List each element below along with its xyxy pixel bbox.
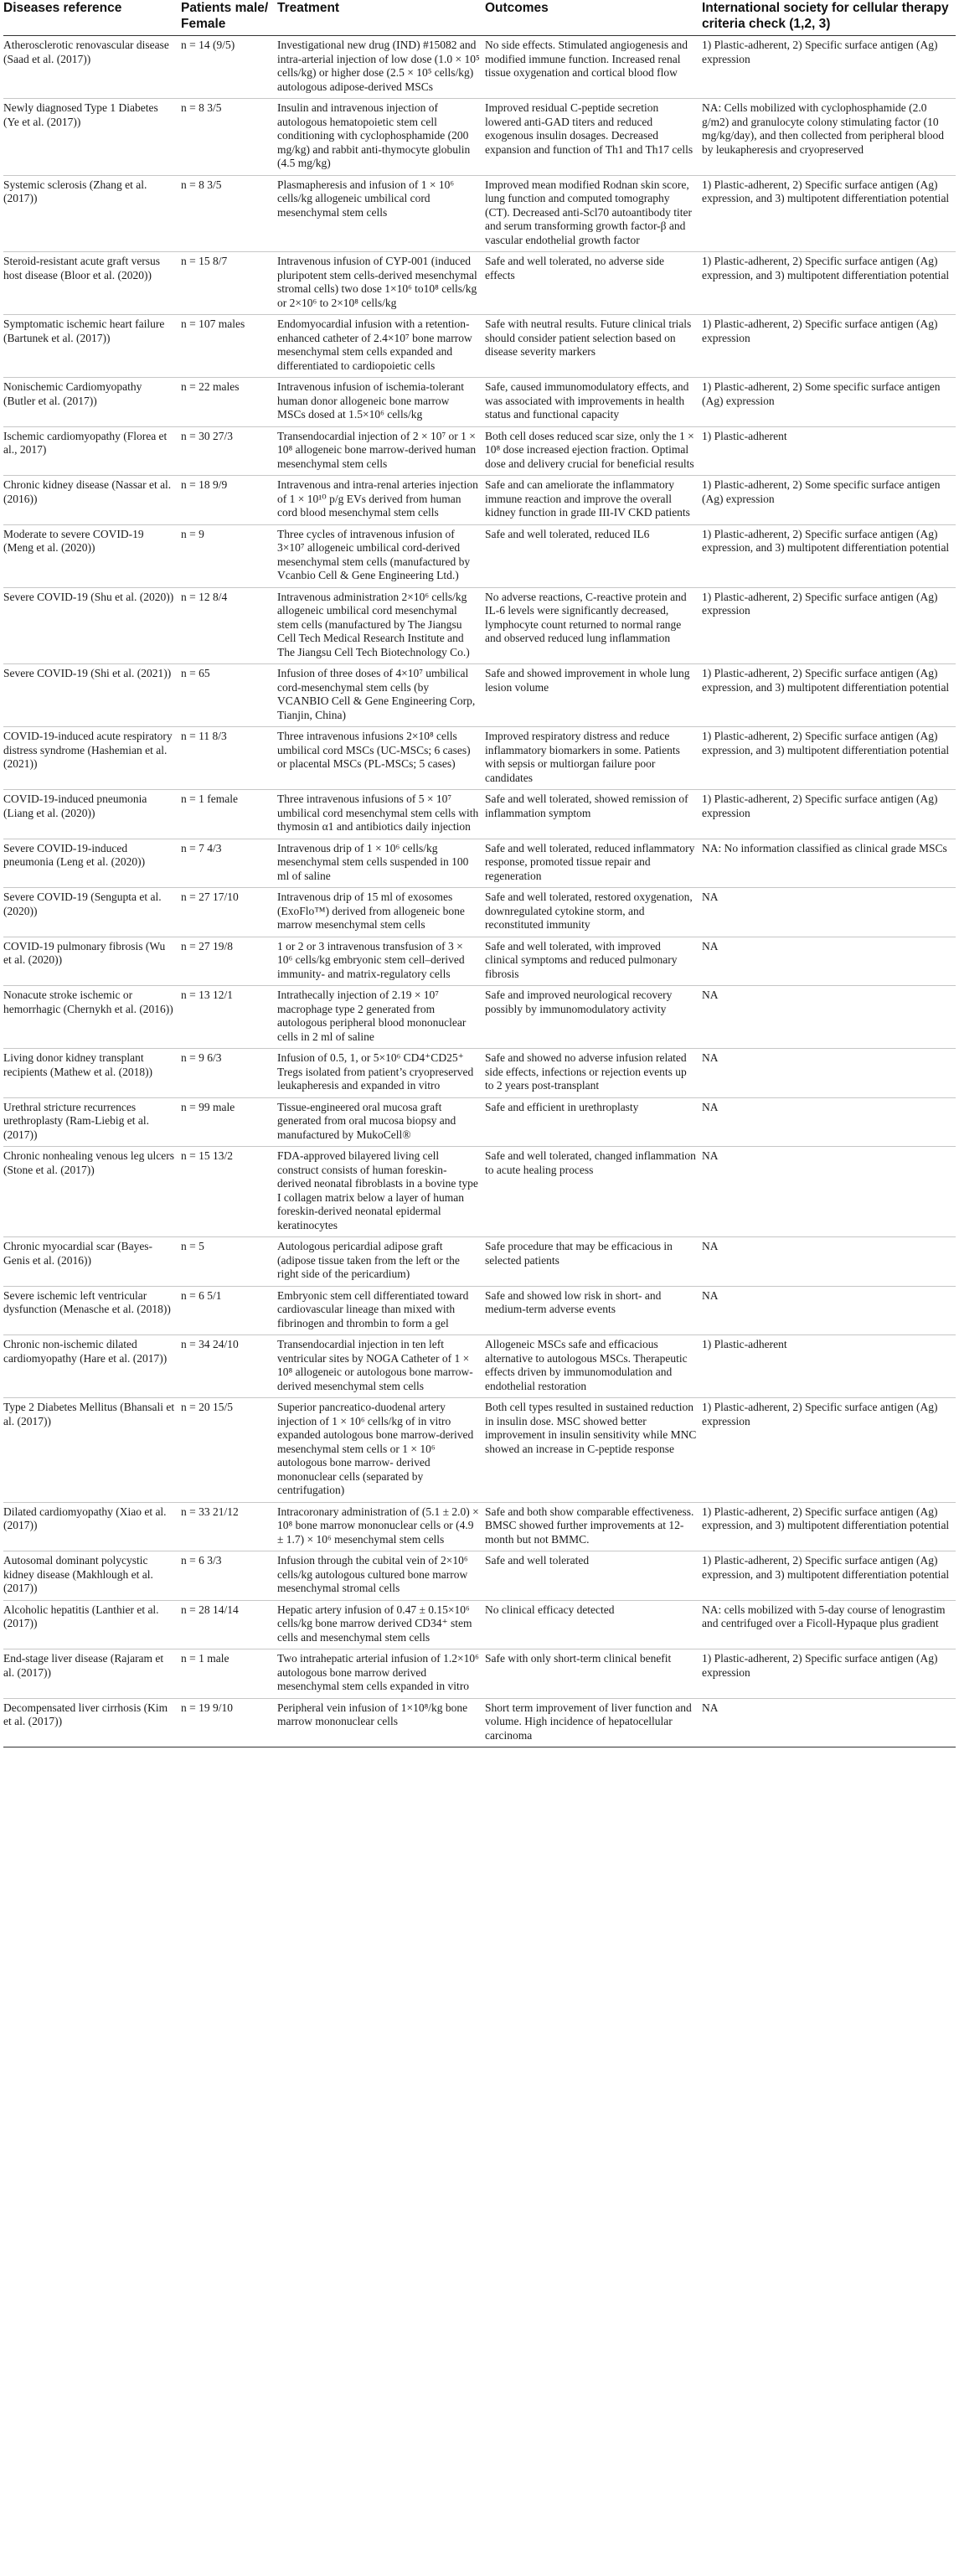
cell-isct: NA bbox=[702, 1240, 719, 1252]
cell-isct: NA bbox=[702, 1288, 719, 1302]
cell-disease: End-stage liver disease (Rajaram et al. (2017)) bbox=[3, 1652, 164, 1679]
cell-treatment: Plasmapheresis and infusion of 1 × 10⁶ cells/kg allogeneic umbilical cord mesenchymal stem cells bbox=[277, 178, 455, 219]
cell-treatment: Infusion through the cubital vein of 2×10⁶ cells/kg autologous cultured bone marrow mesenchymal stromal cells bbox=[277, 1554, 468, 1594]
cell-patients: n = 8 3/5 bbox=[181, 178, 222, 191]
cell-treatment: Intravenous administration 2×10⁶ cells/kg allogeneic umbilical cord mesenchymal stem cells (manufactured by The Jiangsu Cell Tech Medical Research Institute and The Jiangsu Cell Tech Biotechnology Co.) bbox=[277, 590, 470, 658]
cell-outcomes: Improved mean modified Rodnan skin score, lung function and computed tomography (CT). Decreased anti-Scl70 autoantibody titer and serum transforming growth factor-β and vascular endothelial growth factor bbox=[485, 178, 693, 246]
cell-outcomes: No adverse reactions, C-reactive protein and IL-6 levels were significantly decreased, lymphocyte count returned to normal range and observed reduced lung inflammation bbox=[485, 590, 687, 644]
cell-outcomes: Both cell types resulted in sustained reduction in insulin dose. MSC showed better improvement in insulin sensitivity while MNC showed an increase in C-peptide response bbox=[485, 1401, 697, 1455]
cell-patients: n = 1 female bbox=[181, 792, 238, 805]
cell-isct: 1) Plastic-adherent, 2) Some specific surface antigen (Ag) expression bbox=[702, 478, 941, 505]
cell-treatment: Peripheral vein infusion of 1×10⁸/kg bone marrow mononuclear cells bbox=[277, 1701, 468, 1727]
cell-disease: Decompensated liver cirrhosis (Kim et al. (2017)) bbox=[3, 1701, 168, 1727]
header-outcomes: Outcomes bbox=[485, 1, 549, 15]
cell-disease: Severe COVID-19-induced pneumonia (Leng et al. (2020)) bbox=[3, 841, 146, 868]
cell-treatment: Superior pancreatico-duodenal artery injection of 1 × 10⁶ cells/kg of in vitro expanded autologous bone marrow-derived mesenchymal stem cells or 1 × 10⁶ autologous bone marrow- derived mononuclear cells (separated by centrifugation) bbox=[277, 1401, 474, 1496]
cell-patients: n = 13 12/1 bbox=[181, 989, 233, 1001]
cell-treatment: Autologous pericardial adipose graft (adipose tissue taken from the left or the right side of the pericardium) bbox=[277, 1240, 460, 1280]
header-disease-reference: Diseases reference bbox=[3, 1, 122, 15]
cell-patients: n = 19 9/10 bbox=[181, 1701, 233, 1714]
cell-treatment: Tissue-engineered oral mucosa graft generated from oral mucosa biopsy and manufactured by MukoCell® bbox=[277, 1100, 456, 1141]
cell-isct: 1) Plastic-adherent, 2) Specific surface antigen (Ag) expression bbox=[702, 590, 938, 617]
cell-disease: Chronic nonhealing venous leg ulcers (Stone et al. (2017)) bbox=[3, 1149, 174, 1176]
table-row bbox=[3, 1398, 956, 1503]
cell-disease: Nonischemic Cardiomyopathy (Butler et al. (2017)) bbox=[3, 380, 142, 407]
cell-treatment: Intravenous drip of 1 × 10⁶ cells/kg mesenchymal stem cells suspended in 100 ml of saline bbox=[277, 841, 469, 882]
cell-treatment: Insulin and intravenous injection of autologous hematopoietic stem cell conditioning with cyclophosphamide (200 mg/kg) and rabbit anti-thymocyte globulin (4.5 mg/kg) bbox=[277, 101, 471, 169]
cell-outcomes: Safe and showed low risk in short- and medium-term adverse events bbox=[485, 1288, 662, 1315]
table-row bbox=[3, 1335, 956, 1398]
cell-isct: 1) Plastic-adherent, 2) Specific surface antigen (Ag) expression bbox=[702, 1401, 938, 1427]
table-row bbox=[3, 378, 956, 427]
cell-patients: n = 20 15/5 bbox=[181, 1401, 233, 1413]
table-row bbox=[3, 1097, 956, 1147]
cell-isct: 1) Plastic-adherent, 2) Specific surface antigen (Ag) expression bbox=[702, 39, 938, 65]
table-row bbox=[3, 524, 956, 587]
table-row bbox=[3, 1551, 956, 1601]
table-row bbox=[3, 937, 956, 986]
cell-patients: n = 6 3/3 bbox=[181, 1554, 222, 1567]
table-row bbox=[3, 252, 956, 315]
cell-patients: n = 28 14/14 bbox=[181, 1603, 239, 1616]
cell-treatment: Intravenous and intra-renal arteries injection of 1 × 10¹⁰ p/g EVs derived from human cord blood mesenchymal stem cells bbox=[277, 478, 478, 519]
cell-disease: Nonacute stroke ischemic or hemorrhagic (Chernykh et al. (2016)) bbox=[3, 989, 173, 1015]
cell-patients: n = 14 (9/5) bbox=[181, 39, 235, 51]
cell-treatment: Investigational new drug (IND) #15082 and intra-arterial injection of low dose (1.0 × 10⁵ cells/kg) or higher dose (2.5 × 10⁵ cells/kg) autologous adipose-derived MSCs bbox=[277, 39, 480, 93]
cell-outcomes: Improved respiratory distress and reduce inflammatory biomarkers in some. Patients with sepsis or multiorgan failure poor candidates bbox=[485, 730, 680, 784]
cell-outcomes: Safe and both show comparable effectiveness. BMSC showed further improvements at 12-month but not BMMC. bbox=[485, 1505, 694, 1546]
table-row bbox=[3, 36, 956, 99]
table-row bbox=[3, 587, 956, 664]
table-row bbox=[3, 1698, 956, 1747]
cell-outcomes: Safe and well tolerated, with improved clinical symptoms and reduced pulmonary fibrosis bbox=[485, 939, 678, 980]
cell-disease: Urethral stricture recurrences urethroplasty (Ram-Liebig et al. (2017)) bbox=[3, 1100, 149, 1141]
table-body bbox=[3, 36, 956, 1747]
table-row bbox=[3, 1286, 956, 1335]
cell-treatment: Infusion of three doses of 4×10⁷ umbilical cord-mesenchymal stem cells (by VCANBIO Cell & Gene Engineering Corp, Tianjin, China) bbox=[277, 667, 476, 721]
cell-disease: Steroid-resistant acute graft versus host disease (Bloor et al. (2020)) bbox=[3, 255, 161, 281]
table-row bbox=[3, 175, 956, 252]
cell-patients: n = 65 bbox=[181, 667, 210, 679]
cell-isct: 1) Plastic-adherent, 2) Some specific surface antigen (Ag) expression bbox=[702, 380, 941, 407]
cell-isct: 1) Plastic-adherent, 2) Specific surface antigen (Ag) expression bbox=[702, 317, 938, 344]
cell-patients: n = 15 8/7 bbox=[181, 255, 228, 267]
header-isct-criteria: International society for cellular therapy criteria check (1,2, 3) bbox=[702, 1, 949, 31]
cell-isct: 1) Plastic-adherent, 2) Specific surface antigen (Ag) expression bbox=[702, 792, 938, 819]
cell-disease: Alcoholic hepatitis (Lanthier et al. (2017)) bbox=[3, 1603, 159, 1629]
cell-patients: n = 18 9/9 bbox=[181, 478, 228, 491]
cell-isct: 1) Plastic-adherent, 2) Specific surface antigen (Ag) expression, and 3) multipotent differentiation potential bbox=[702, 730, 950, 756]
cell-outcomes: Safe and improved neurological recovery possibly by immunomodulatory activity bbox=[485, 989, 673, 1015]
cell-treatment: Transendocardial injection in ten left ventricular sites by NOGA Catheter of 1 × 10⁸ allogeneic or autologous bone marrow-derived mesenchymal stem cells bbox=[277, 1338, 473, 1392]
cell-disease: Type 2 Diabetes Mellitus (Bhansali et al. (2017)) bbox=[3, 1401, 175, 1427]
cell-treatment: Three intravenous infusions 2×10⁸ cells umbilical cord MSCs (UC-MSCs; 6 cases) or placental MSCs (PL-MSCs; 5 cases) bbox=[277, 730, 471, 770]
cell-patients: n = 107 males bbox=[181, 317, 245, 330]
cell-isct: 1) Plastic-adherent, 2) Specific surface antigen (Ag) expression, and 3) multipotent differentiation potential bbox=[702, 1505, 950, 1531]
cell-isct: NA: Cells mobilized with cyclophosphamide (2.0 g/m2) and granulocyte colony stimulating factor (10 mg/kg/day), and then collected from peripheral blood by leukapheresis and cryopreserved bbox=[702, 101, 945, 156]
table-row bbox=[3, 986, 956, 1049]
cell-patients: n = 34 24/10 bbox=[181, 1338, 239, 1350]
cell-disease: Severe COVID-19 (Sengupta et al. (2020)) bbox=[3, 891, 162, 917]
cell-treatment: Endomyocardial infusion with a retention-enhanced catheter of 2.4×10⁷ bone marrow mesenchymal stem cells expanded and differentiated to cardiopoietic cells bbox=[277, 317, 472, 372]
cell-isct: 1) Plastic-adherent bbox=[702, 429, 787, 442]
cell-outcomes: Safe and well tolerated, showed remission of inflammation symptom bbox=[485, 792, 688, 819]
cell-disease: Chronic myocardial scar (Bayes-Genis et al. (2016)) bbox=[3, 1240, 153, 1267]
cell-treatment: Embryonic stem cell differentiated toward cardiovascular lineage than mixed with fibrinogen and thrombin to form a gel bbox=[277, 1288, 469, 1329]
cell-treatment: Intrathecally injection of 2.19 × 10⁷ macrophage type 2 generated from autologous peripheral blood mononuclear cells in 2 ml of saline bbox=[277, 989, 467, 1043]
table-row bbox=[3, 426, 956, 476]
cell-outcomes: Safe and well tolerated, reduced inflammatory response, promoted tissue repair and regeneration bbox=[485, 841, 695, 882]
cell-patients: n = 6 5/1 bbox=[181, 1288, 222, 1302]
cell-isct: NA bbox=[702, 939, 719, 952]
cell-outcomes: Safe and well tolerated, changed inflammation to acute healing process bbox=[485, 1149, 696, 1176]
cell-treatment: FDA-approved bilayered living cell construct consists of human foreskin-derived neonatal fibroblasts in a bovine type I collagen matrix below a layer of human foreskin-derived neonatal epidermal keratinocytes bbox=[277, 1149, 478, 1231]
cell-therapy-trials-table bbox=[3, 0, 956, 1747]
table-header bbox=[3, 0, 956, 36]
cell-treatment: Three cycles of intravenous infusion of 3×10⁷ allogeneic umbilical cord-derived mesenchymal stem cells (manufactured by Vcanbio Cell & Gene Engineering Ltd.) bbox=[277, 527, 471, 581]
cell-outcomes: Both cell doses reduced scar size, only the 1 × 10⁸ dose increased ejection fraction. Optimal dose and delivery crucial for beneficial results bbox=[485, 429, 694, 470]
cell-outcomes: Safe and well tolerated, restored oxygenation, downregulated cytokine storm, and reconstituted immunity bbox=[485, 891, 693, 931]
table-row bbox=[3, 476, 956, 525]
cell-outcomes: Allogeneic MSCs safe and efficacious alternative to autologous MSCs. Therapeutic effects driven by immunomodulation and endothelial restoration bbox=[485, 1338, 688, 1392]
cell-outcomes: Safe and well tolerated, no adverse side effects bbox=[485, 255, 665, 281]
cell-outcomes: Safe procedure that may be efficacious in selected patients bbox=[485, 1240, 673, 1267]
cell-disease: Chronic non-ischemic dilated cardiomyopathy (Hare et al. (2017)) bbox=[3, 1338, 168, 1365]
table-row bbox=[3, 839, 956, 888]
table-row bbox=[3, 1502, 956, 1551]
cell-treatment: Transendocardial injection of 2 × 10⁷ or 1 × 10⁸ allogeneic bone marrow-derived human mesenchymal stem cells bbox=[277, 429, 477, 470]
cell-isct: NA: cells mobilized with 5-day course of lenograstim and centrifuged over a Ficoll-Hypaque plus gradient bbox=[702, 1603, 946, 1629]
cell-disease: Severe COVID-19 (Shi et al. (2021)) bbox=[3, 667, 172, 679]
cell-isct: 1) Plastic-adherent, 2) Specific surface antigen (Ag) expression, and 3) multipotent differentiation potential bbox=[702, 255, 950, 281]
cell-treatment: Intravenous drip of 15 ml of exosomes (ExoFlo™) derived from allogeneic bone marrow mesenchymal stem cells bbox=[277, 891, 465, 931]
cell-treatment: Intravenous infusion of CYP-001 (induced pluripotent stem cells-derived mesenchymal stromal cells) two dose 1×10⁶ to10⁸ cells/kg or 2×10⁶ to 2×10⁸ cells/kg bbox=[277, 255, 477, 309]
table-row bbox=[3, 727, 956, 790]
table-row bbox=[3, 1237, 956, 1287]
cell-outcomes: Safe with neutral results. Future clinical trials should consider patient selection based on disease severity markers bbox=[485, 317, 692, 358]
cell-patients: n = 5 bbox=[181, 1240, 204, 1252]
cell-isct: NA bbox=[702, 989, 719, 1001]
table-row bbox=[3, 1600, 956, 1649]
cell-disease: Systemic sclerosis (Zhang et al. (2017)) bbox=[3, 178, 147, 204]
table-row bbox=[3, 888, 956, 937]
cell-patients: n = 1 male bbox=[181, 1652, 229, 1665]
cell-disease: Moderate to severe COVID-19 (Meng et al. (2020)) bbox=[3, 527, 144, 554]
cell-patients: n = 12 8/4 bbox=[181, 590, 228, 603]
cell-outcomes: Safe and efficient in urethroplasty bbox=[485, 1100, 639, 1113]
cell-isct: NA bbox=[702, 1701, 719, 1714]
cell-disease: Newly diagnosed Type 1 Diabetes (Ye et al. (2017)) bbox=[3, 101, 158, 128]
cell-outcomes: Safe, caused immunomodulatory effects, and was associated with improvements in health status and functional capacity bbox=[485, 380, 689, 421]
table-row bbox=[3, 315, 956, 378]
cell-isct: NA bbox=[702, 891, 719, 903]
cell-disease: COVID-19 pulmonary fibrosis (Wu et al. (2020)) bbox=[3, 939, 166, 966]
cell-outcomes: Safe and can ameliorate the inflammatory immune reaction and improve the overall kidney function in grade III-IV CKD patients bbox=[485, 478, 690, 519]
cell-isct: 1) Plastic-adherent, 2) Specific surface antigen (Ag) expression, and 3) multipotent differentiation potential bbox=[702, 178, 950, 204]
table-row bbox=[3, 664, 956, 727]
cell-treatment: Hepatic artery infusion of 0.47 ± 0.15×10⁶ cells/kg bone marrow derived CD34⁺ stem cells and mesenchymal stem cells bbox=[277, 1603, 472, 1644]
cell-outcomes: Safe and showed no adverse infusion related side effects, infections or rejection events up to 2 years post-transplant bbox=[485, 1051, 687, 1092]
cell-disease: Atherosclerotic renovascular disease (Saad et al. (2017)) bbox=[3, 39, 169, 65]
cell-patients: n = 99 male bbox=[181, 1100, 235, 1113]
table-row bbox=[3, 1649, 956, 1699]
cell-disease: Dilated cardiomyopathy (Xiao et al. (2017)) bbox=[3, 1505, 167, 1531]
table-row bbox=[3, 1049, 956, 1098]
table-row bbox=[3, 790, 956, 839]
cell-treatment: Infusion of 0.5, 1, or 5×10⁶ CD4⁺CD25⁺ Tregs isolated from patient’s cryopreserved leukapheresis and expanded in vitro bbox=[277, 1051, 474, 1092]
cell-outcomes: Safe and showed improvement in whole lung lesion volume bbox=[485, 667, 690, 694]
cell-treatment: Intracoronary administration of (5.1 ± 2.0) × 10⁸ bone marrow mononuclear cells or (4.9 ± 1.7) × 10⁶ mesenchymal stem cells bbox=[277, 1505, 479, 1546]
cell-outcomes: Short term improvement of liver function and volume. High incidence of hepatocellular carcinoma bbox=[485, 1701, 692, 1742]
cell-isct: 1) Plastic-adherent, 2) Specific surface antigen (Ag) expression, and 3) multipotent differentiation potential bbox=[702, 1554, 950, 1581]
header-treatment: Treatment bbox=[277, 1, 340, 15]
cell-isct: NA bbox=[702, 1051, 719, 1064]
cell-patients: n = 15 13/2 bbox=[181, 1149, 233, 1162]
table-row bbox=[3, 1147, 956, 1237]
cell-treatment: 1 or 2 or 3 intravenous transfusion of 3 × 10⁶ cells/kg embryonic stem cell–derived immunity- and matrix-regulatory cells bbox=[277, 939, 465, 980]
cell-disease: Chronic kidney disease (Nassar et al. (2016)) bbox=[3, 478, 172, 505]
cell-isct: 1) Plastic-adherent, 2) Specific surface antigen (Ag) expression, and 3) multipotent differentiation potential bbox=[702, 527, 950, 554]
cell-patients: n = 9 bbox=[181, 527, 204, 540]
header-patients: Patients male/ Female bbox=[181, 1, 269, 31]
header-row bbox=[3, 0, 956, 36]
cell-outcomes: Improved residual C-peptide secretion lowered anti-GAD titers and reduced exogenous insulin dosages. Decreased expansion and function of Th1 and Th17 cells bbox=[485, 101, 693, 156]
cell-patients: n = 27 19/8 bbox=[181, 939, 233, 952]
cell-disease: Autosomal dominant polycystic kidney disease (Makhlough et al. (2017)) bbox=[3, 1554, 153, 1594]
cell-disease: Living donor kidney transplant recipients (Mathew et al. (2018)) bbox=[3, 1051, 153, 1078]
cell-disease: Severe COVID-19 (Shu et al. (2020)) bbox=[3, 590, 174, 603]
cell-isct: NA: No information classified as clinical grade MSCs bbox=[702, 841, 947, 854]
cell-disease: COVID-19-induced pneumonia (Liang et al. (2020)) bbox=[3, 792, 147, 819]
cell-patients: n = 27 17/10 bbox=[181, 891, 239, 903]
cell-isct: 1) Plastic-adherent, 2) Specific surface antigen (Ag) expression, and 3) multipotent differentiation potential bbox=[702, 667, 950, 694]
cell-disease: Ischemic cardiomyopathy (Florea et al., 2017) bbox=[3, 429, 168, 456]
cell-outcomes: Safe and well tolerated, reduced IL6 bbox=[485, 527, 650, 540]
cell-treatment: Intravenous infusion of ischemia-tolerant human donor allogeneic bone marrow MSCs dosed at 1.5×10⁶ cells/kg bbox=[277, 380, 465, 421]
cell-patients: n = 8 3/5 bbox=[181, 101, 222, 114]
therapy-table-container bbox=[3, 0, 956, 1747]
cell-outcomes: Safe with only short-term clinical benefit bbox=[485, 1652, 672, 1665]
cell-outcomes: No side effects. Stimulated angiogenesis and modified immune function. Increased renal tissue oxygenation and cortical blood flow bbox=[485, 39, 688, 79]
cell-treatment: Two intrahepatic arterial infusion of 1.2×10⁶ autologous bone marrow derived mesenchymal stem cells expanded in vitro bbox=[277, 1652, 479, 1692]
cell-disease: Severe ischemic left ventricular dysfunction (Menasche et al. (2018)) bbox=[3, 1288, 171, 1315]
cell-disease: Symptomatic ischemic heart failure (Bartunek et al. (2017)) bbox=[3, 317, 165, 344]
cell-isct: 1) Plastic-adherent, 2) Specific surface antigen (Ag) expression bbox=[702, 1652, 938, 1679]
cell-patients: n = 33 21/12 bbox=[181, 1505, 239, 1518]
cell-isct: NA bbox=[702, 1100, 719, 1113]
cell-outcomes: Safe and well tolerated bbox=[485, 1554, 590, 1567]
cell-patients: n = 9 6/3 bbox=[181, 1051, 222, 1064]
cell-patients: n = 7 4/3 bbox=[181, 841, 222, 854]
cell-disease: COVID-19-induced acute respiratory distress syndrome (Hashemian et al. (2021)) bbox=[3, 730, 173, 770]
table-row bbox=[3, 99, 956, 176]
cell-isct: NA bbox=[702, 1149, 719, 1162]
cell-outcomes: No clinical efficacy detected bbox=[485, 1603, 615, 1616]
cell-patients: n = 11 8/3 bbox=[181, 730, 227, 742]
cell-isct: 1) Plastic-adherent bbox=[702, 1338, 787, 1350]
cell-patients: n = 22 males bbox=[181, 380, 240, 393]
cell-treatment: Three intravenous infusions of 5 × 10⁷ umbilical cord mesenchymal stem cells with thymosin α1 and antibiotics daily injection bbox=[277, 792, 479, 833]
cell-patients: n = 30 27/3 bbox=[181, 429, 233, 442]
